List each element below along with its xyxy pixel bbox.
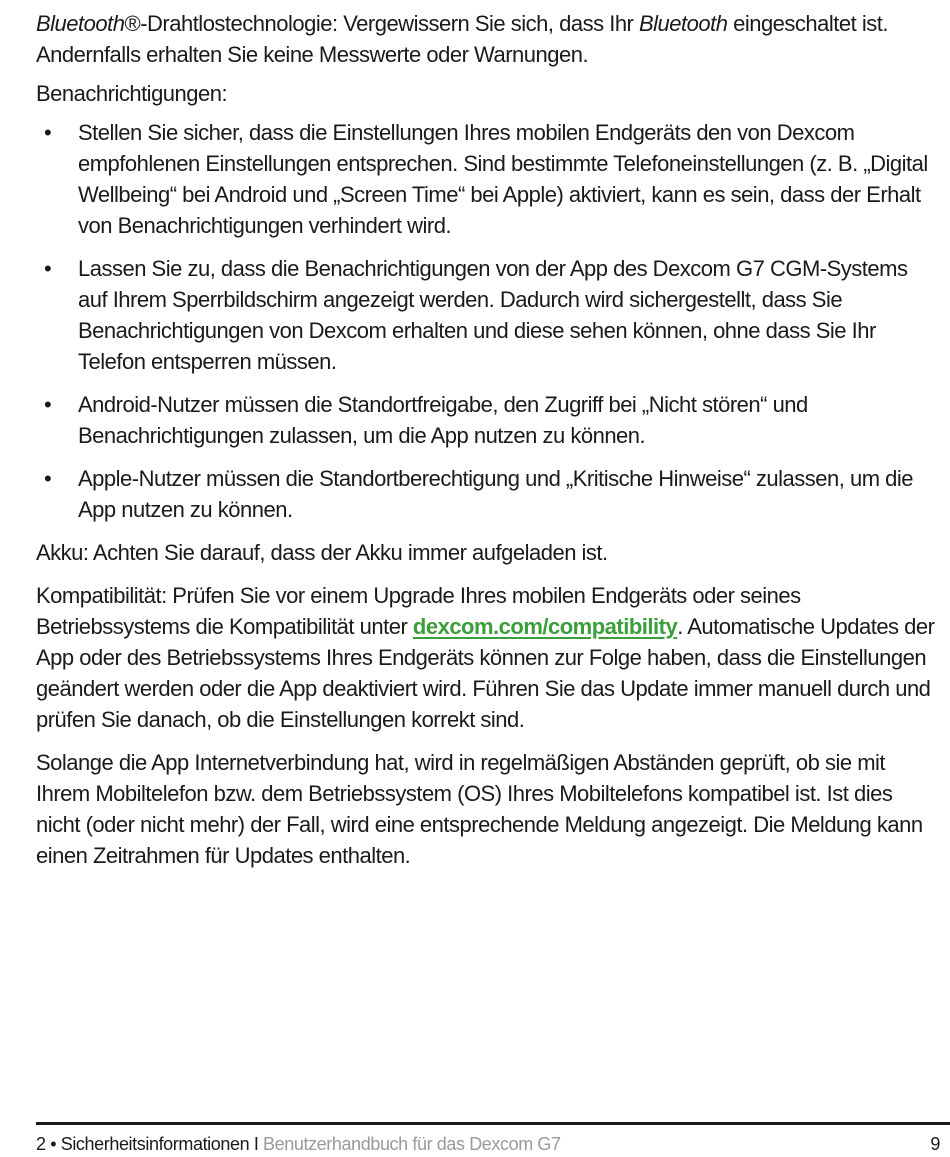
bullet-dot: •: [44, 466, 52, 491]
list-item: [36, 389, 941, 451]
footer-chapter: 2 • Sicherheitsinformationen: [36, 1134, 250, 1154]
page-footer: [36, 1122, 950, 1155]
footer-separator: I: [249, 1134, 264, 1154]
list-item-text: Lassen Sie zu, dass die Benachrichtigungen von der App des Dexcom G7 CGM-Systems auf Ihrem Sperrbildschirm angezeigt werden. Dadurch wird sichergestellt, dass Sie Benachrichtigungen von Dexcom erhalten und diese sehen können, ohne dass Sie Ihr Telefon entsperren müssen.: [78, 256, 908, 374]
list-item: [36, 117, 941, 241]
notifications-list: [36, 117, 941, 525]
list-item-text: Android-Nutzer müssen die Standortfreigabe, den Zugriff bei „Nicht stören“ und Benachrichtigungen zulassen, um die App nutzen zu können.: [78, 392, 808, 448]
compatibility-text-after: . Automatische Updates der App oder des Betriebssystems Ihres Endgeräts können zur Folge haben, dass die Einstellungen geändert werden oder die App deaktiviert wird. Führen Sie das Update immer manuell durch und prüfen Sie danach, ob die Einstellungen korrekt sind.: [36, 614, 935, 732]
bluetooth-text-2: eingeschaltet ist. Andernfalls erhalten Sie keine Messwerte oder Warnungen.: [36, 11, 888, 67]
bluetooth-term: Bluetooth: [36, 11, 125, 36]
page-content: [36, 8, 941, 883]
list-item: [36, 463, 941, 525]
compatibility-text-before: Kompatibilität: Prüfen Sie vor einem Upgrade Ihres mobilen Endgeräts oder seines Betriebssystems die Kompatibilität unter: [36, 583, 801, 639]
list-item-text: Stellen Sie sicher, dass die Einstellungen Ihres mobilen Endgeräts den von Dexcom empfohlenen Einstellungen entsprechen. Sind bestimmte Telefoneinstellungen (z. B. „Digital Wellbeing“ bei Android und „Screen Time“ bei Apple) aktiviert, kann es sein, dass der Erhalt von Benachrichtigungen verhindert wird.: [78, 120, 928, 238]
registered-mark: ®: [124, 11, 141, 36]
battery-paragraph: Akku: Achten Sie darauf, dass der Akku immer aufgeladen ist.: [36, 540, 608, 565]
bluetooth-term-2: Bluetooth: [639, 11, 728, 36]
list-item: [36, 253, 941, 377]
footer-document-title: Benutzerhandbuch für das Dexcom G7: [263, 1134, 561, 1154]
footer-left: [36, 1133, 561, 1155]
bluetooth-paragraph: [36, 8, 941, 70]
bluetooth-text-1: -Drahtlostechnologie: Vergewissern Sie sich, dass Ihr: [140, 11, 639, 36]
bullet-dot: •: [44, 120, 52, 145]
bullet-dot: •: [44, 392, 52, 417]
compatibility-link[interactable]: dexcom.com/compatibility: [412, 614, 678, 639]
page-number: 9: [930, 1134, 940, 1154]
notifications-heading: Benachrichtigungen:: [36, 81, 228, 106]
compatibility-paragraph: [36, 580, 941, 735]
connectivity-paragraph: Solange die App Internetverbindung hat, wird in regelmäßigen Abständen geprüft, ob sie mit Ihrem Mobiltelefon bzw. dem Betriebssystem (OS) Ihres Mobiltelefons kompatibel ist. Ist dies nicht (oder nicht mehr) der Fall, wird eine entsprechende Meldung angezeigt. Die Meldung kann einen Zeitrahmen für Updates enthalten.: [36, 750, 923, 868]
bullet-dot: •: [44, 256, 52, 281]
list-item-text: Apple-Nutzer müssen die Standortberechtigung und „Kritische Hinweise“ zulassen, um die App nutzen zu können.: [78, 466, 914, 522]
